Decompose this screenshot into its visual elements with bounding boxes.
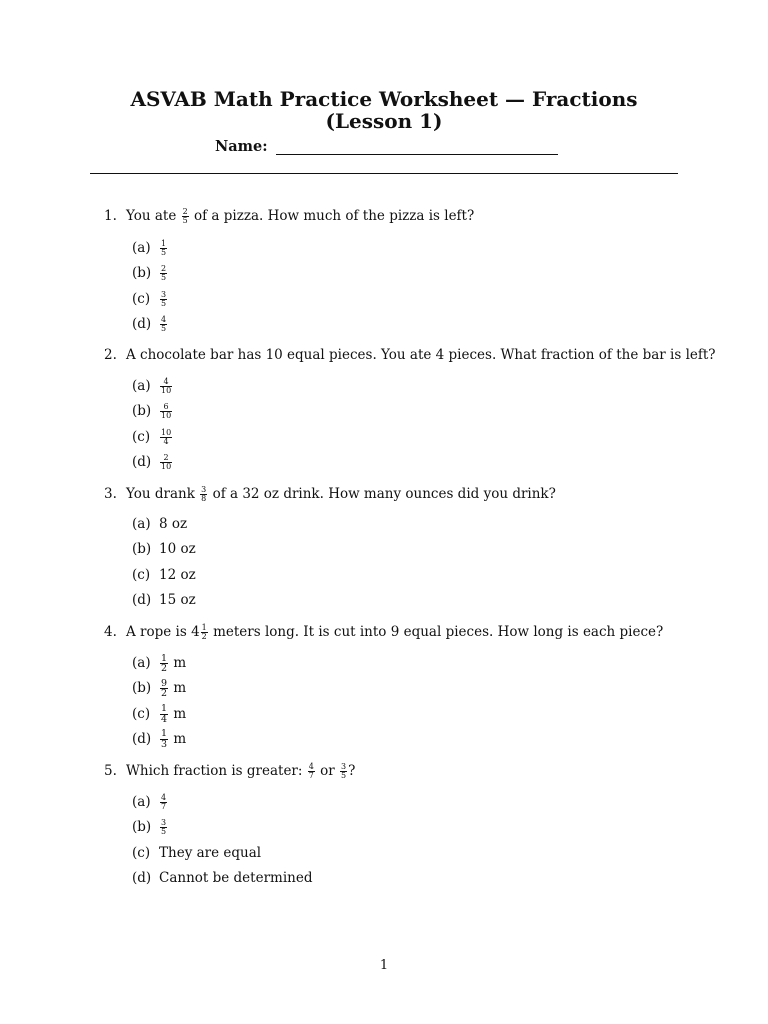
denominator: 4: [161, 713, 168, 725]
option-3b[interactable]: [132, 537, 196, 562]
numerator: 10: [161, 427, 172, 437]
option-2a[interactable]: [132, 374, 173, 399]
option-label: (d): [132, 453, 152, 470]
page-number: 1: [379, 958, 389, 973]
option-label: (b): [132, 819, 152, 836]
option-fraction: [160, 794, 167, 811]
option-4c[interactable]: [132, 702, 186, 727]
numerator: 3: [161, 289, 167, 299]
numerator: 2: [160, 454, 172, 463]
denominator: 4: [163, 436, 169, 446]
option-fraction: [160, 403, 172, 420]
numerator: 3: [341, 762, 347, 771]
option-text: Cannot be determined: [159, 869, 313, 886]
option-4a[interactable]: [132, 651, 186, 676]
question-fraction: [308, 763, 315, 780]
question-5: [104, 762, 355, 780]
numerator: 2: [161, 264, 167, 274]
options-4: [132, 651, 186, 752]
denominator: 5: [161, 273, 167, 283]
question-text: or: [320, 763, 335, 779]
option-fraction: [160, 654, 168, 674]
option-label: (c): [132, 566, 151, 583]
option-fraction: [160, 454, 172, 471]
options-3: [132, 512, 196, 613]
options-1: [132, 236, 168, 337]
denominator: 5: [182, 216, 188, 225]
option-text: 10 oz: [159, 541, 196, 558]
option-fraction: [160, 679, 168, 699]
option-fraction: [160, 819, 167, 836]
question-text: meters long. It is cut into 9 equal pieces. How long is each piece?: [213, 624, 664, 640]
denominator: 2: [161, 688, 168, 700]
question-text: You ate: [126, 208, 177, 224]
options-5: [132, 790, 312, 891]
option-label: (c): [132, 428, 151, 445]
option-text: They are equal: [159, 844, 262, 861]
question-number: 1.: [104, 208, 117, 224]
option-label: (b): [132, 265, 152, 282]
option-4d[interactable]: [132, 727, 186, 752]
question-text: of a 32 oz drink. How many ounces did you drink?: [212, 486, 556, 502]
option-2c[interactable]: [132, 425, 173, 450]
option-fraction: [160, 265, 167, 282]
option-4b[interactable]: [132, 676, 186, 701]
options-2: [132, 374, 173, 475]
question-4: [104, 623, 663, 641]
name-label: Name:: [215, 138, 268, 155]
option-text: 12 oz: [159, 566, 196, 583]
option-label: (a): [132, 516, 151, 532]
option-text: 8 oz: [159, 516, 188, 532]
option-fraction: [160, 291, 167, 308]
denominator: 5: [161, 298, 167, 308]
worksheet-title: [0, 88, 768, 132]
option-label: (d): [132, 315, 152, 332]
question-fraction: [340, 763, 347, 780]
question-3: [104, 485, 556, 503]
numerator: 6: [160, 403, 172, 412]
question-1: [104, 207, 474, 225]
option-label: (d): [132, 869, 152, 886]
denominator: 2: [201, 632, 207, 641]
question-fraction: [200, 486, 207, 503]
name-row: [215, 138, 558, 155]
denominator: 8: [201, 494, 207, 503]
denominator: 5: [161, 248, 167, 257]
option-2b[interactable]: [132, 399, 173, 424]
option-fraction: [160, 378, 172, 395]
numerator: 4: [161, 314, 167, 324]
option-label: (a): [132, 240, 151, 256]
option-label: (c): [132, 844, 151, 861]
question-fraction: [182, 208, 189, 225]
question-text: A chocolate bar has 10 equal pieces. You ate 4 pieces. What fraction of the bar is left?: [126, 347, 716, 363]
denominator: 3: [161, 738, 168, 750]
option-label: (b): [132, 403, 152, 420]
question-text: ?: [348, 763, 356, 779]
numerator: 3: [161, 818, 167, 828]
option-5c[interactable]: [132, 841, 312, 866]
option-unit: m: [173, 655, 187, 671]
question-text: Which fraction is greater:: [126, 763, 303, 779]
numerator: 4: [160, 378, 172, 387]
header-divider: [90, 173, 678, 174]
option-1b[interactable]: [132, 261, 168, 286]
title-line-1: ASVAB Math Practice Worksheet — Fractions: [130, 87, 638, 111]
denominator: 5: [161, 323, 167, 333]
denominator: 10: [161, 461, 172, 471]
question-number: 5.: [104, 763, 117, 779]
option-label: (a): [132, 378, 151, 394]
denominator: 10: [161, 411, 172, 421]
option-fraction: [160, 729, 168, 749]
option-label: (a): [132, 794, 151, 810]
name-blank-line[interactable]: [276, 138, 558, 155]
question-2: [104, 346, 716, 364]
numerator: 1: [161, 652, 168, 664]
numerator: 1: [161, 728, 168, 740]
denominator: 7: [308, 771, 314, 780]
option-label: (c): [132, 705, 151, 722]
denominator: 2: [161, 663, 168, 674]
numerator: 1: [201, 623, 207, 632]
question-number: 2.: [104, 347, 117, 363]
option-3c[interactable]: [132, 563, 196, 588]
numerator: 3: [201, 485, 207, 494]
numerator: 9: [161, 677, 168, 689]
option-label: (a): [132, 655, 151, 671]
question-fraction: [201, 624, 208, 641]
option-fraction: [160, 316, 167, 333]
option-label: (d): [132, 730, 152, 747]
option-fraction: [160, 429, 172, 446]
option-5b[interactable]: [132, 815, 312, 840]
denominator: 10: [161, 386, 172, 395]
denominator: 7: [161, 802, 167, 811]
option-label: (d): [132, 591, 152, 608]
option-unit: m: [173, 730, 187, 747]
title-line-2: (Lesson 1): [325, 109, 443, 133]
question-number: 3.: [104, 486, 117, 502]
question-number: 4.: [104, 624, 117, 640]
question-text: of a pizza. How much of the pizza is left?: [194, 208, 475, 224]
option-label: (c): [132, 290, 151, 307]
numerator: 2: [182, 207, 188, 216]
numerator: 4: [308, 762, 314, 771]
option-fraction: [160, 240, 167, 257]
option-1d[interactable]: [132, 312, 168, 337]
option-3a[interactable]: [132, 512, 196, 537]
question-text: A rope is 4: [126, 624, 200, 640]
option-text: 15 oz: [159, 591, 196, 608]
denominator: 5: [161, 827, 167, 837]
option-label: (b): [132, 541, 152, 558]
numerator: 4: [161, 793, 167, 802]
option-fraction: [160, 704, 168, 724]
option-3d[interactable]: [132, 588, 196, 613]
option-1a[interactable]: [132, 236, 168, 261]
option-5a[interactable]: [132, 790, 312, 815]
question-text: You drank: [126, 486, 195, 502]
numerator: 1: [161, 239, 167, 248]
option-unit: m: [173, 705, 187, 722]
option-unit: m: [173, 680, 187, 697]
option-label: (b): [132, 680, 152, 697]
numerator: 1: [161, 703, 168, 715]
option-1c[interactable]: [132, 287, 168, 312]
denominator: 5: [341, 771, 347, 780]
option-5d[interactable]: [132, 866, 312, 891]
option-2d[interactable]: [132, 450, 173, 475]
